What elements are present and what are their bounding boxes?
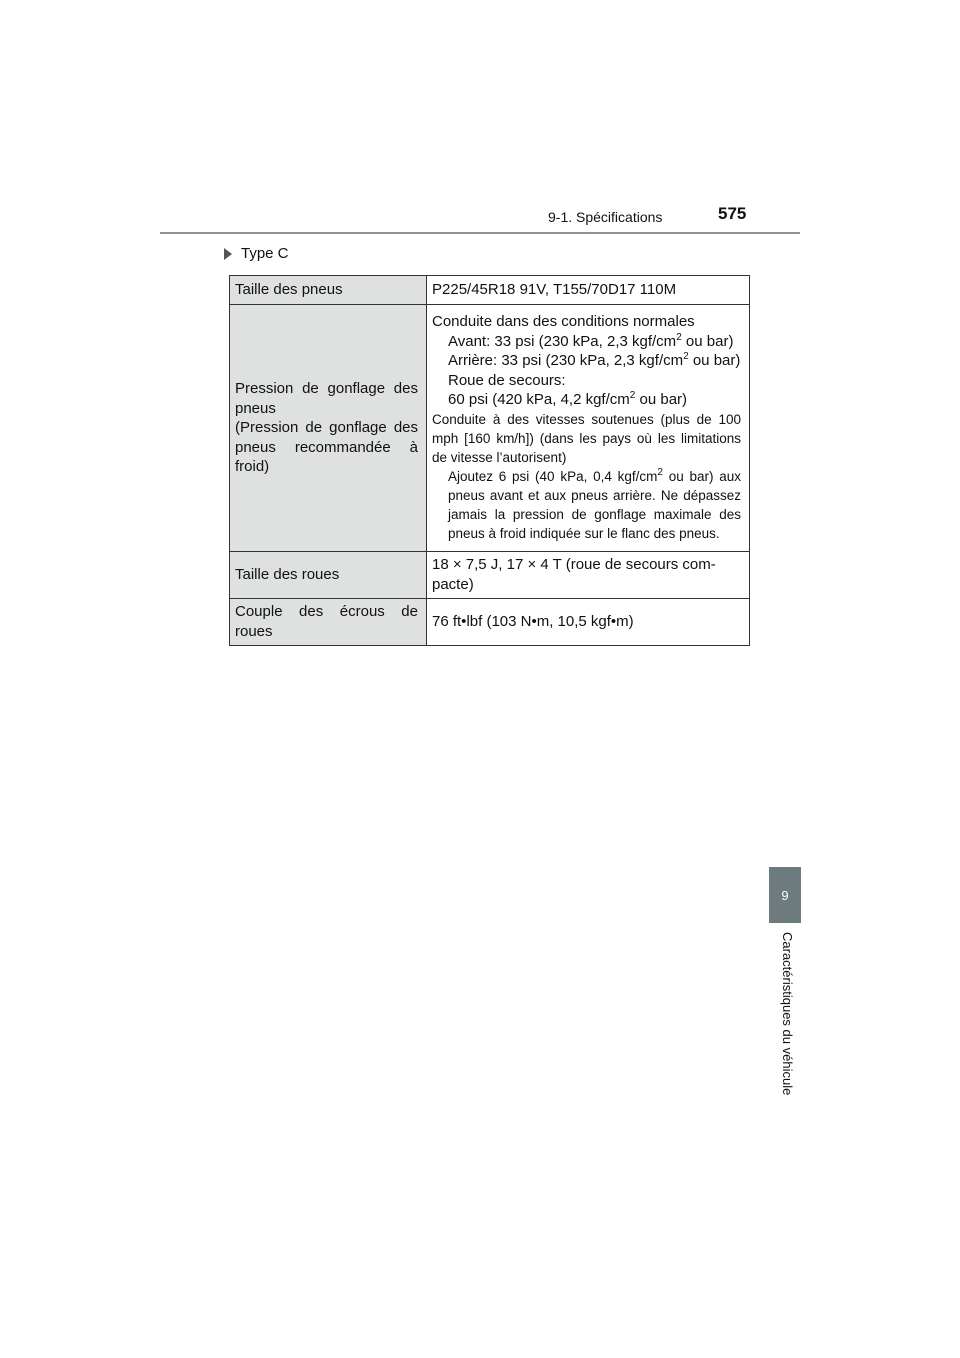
normal-driving-heading: Conduite dans des conditions normales <box>432 313 695 330</box>
section-title: 9-1. Spécifications <box>548 209 663 225</box>
superscript: 2 <box>657 466 663 478</box>
table-row <box>230 305 750 552</box>
page-number: 575 <box>718 204 747 223</box>
chapter-tab: 9 <box>769 867 801 923</box>
rear-pressure <box>432 351 741 371</box>
sustained-speed-note <box>432 467 741 543</box>
label-text: Taille des roues <box>235 565 340 583</box>
row-label <box>230 598 427 645</box>
row-label <box>230 305 427 552</box>
label-subtext: (Pression de gonflage des pneus recommandée à froid) <box>235 419 418 475</box>
row-label <box>230 551 427 598</box>
superscript: 2 <box>629 390 636 401</box>
row-value: P225/45R18 91V, T155/70D17 110M <box>427 276 750 305</box>
label-text: Taille des pneus <box>235 281 343 299</box>
front-pressure-tail: ou bar) <box>681 332 734 350</box>
table-row <box>230 276 750 305</box>
rear-pressure-tail: ou bar) <box>688 352 741 369</box>
chapter-title: Caractéristiques du véhicule <box>780 932 795 1096</box>
spare-pressure <box>432 390 741 410</box>
front-pressure-text: Avant: 33 psi (230 kPa, 2,3 kgf/cm <box>448 332 677 350</box>
row-value: 18 × 7,5 J, 17 × 4 T (roue de secours com-pacte) <box>427 551 750 598</box>
sustained-speed-heading: Conduite à des vitesses soutenues (plus de 100 mph [160 km/h]) (dans les pays où les limitations de vitesse l’autorisent) <box>432 411 741 465</box>
table-row <box>230 598 750 645</box>
spare-pressure-tail: ou bar) <box>635 391 688 408</box>
type-heading <box>224 245 289 262</box>
spare-heading: Roue de secours: <box>448 371 566 389</box>
superscript: 2 <box>683 351 689 362</box>
sustained-note-text: Ajoutez 6 psi (40 kPa, 0,4 kgf/cm <box>448 468 658 484</box>
row-value <box>427 305 750 552</box>
table-row <box>230 551 750 598</box>
chapter-title-wrap <box>771 932 799 1132</box>
superscript: 2 <box>676 331 682 343</box>
tire-spec-table <box>229 275 750 646</box>
row-value: 76 ft•lbf (103 N•m, 10,5 kgf•m) <box>427 598 750 645</box>
triangle-bullet-icon <box>224 248 232 260</box>
front-pressure <box>432 332 741 352</box>
header-divider <box>160 232 800 234</box>
sustained-note-tail: ou bar) aux pneus avant et aux pneus arrière. Ne dépassez jamais la pression de gonflage maximale des pneus à froid indiquée sur le flanc des pneus. <box>448 468 741 541</box>
label-text: Pression de gonflage des pneus <box>235 380 418 417</box>
spare-pressure-text: 60 psi (420 kPa, 4,2 kgf/cm <box>448 391 630 408</box>
type-heading-text: Type C <box>241 245 289 262</box>
label-text: Couple des écrous de roues <box>235 603 418 640</box>
rear-pressure-text: Arrière: 33 psi (230 kPa, 2,3 kgf/cm <box>448 352 684 369</box>
row-label <box>230 276 427 305</box>
